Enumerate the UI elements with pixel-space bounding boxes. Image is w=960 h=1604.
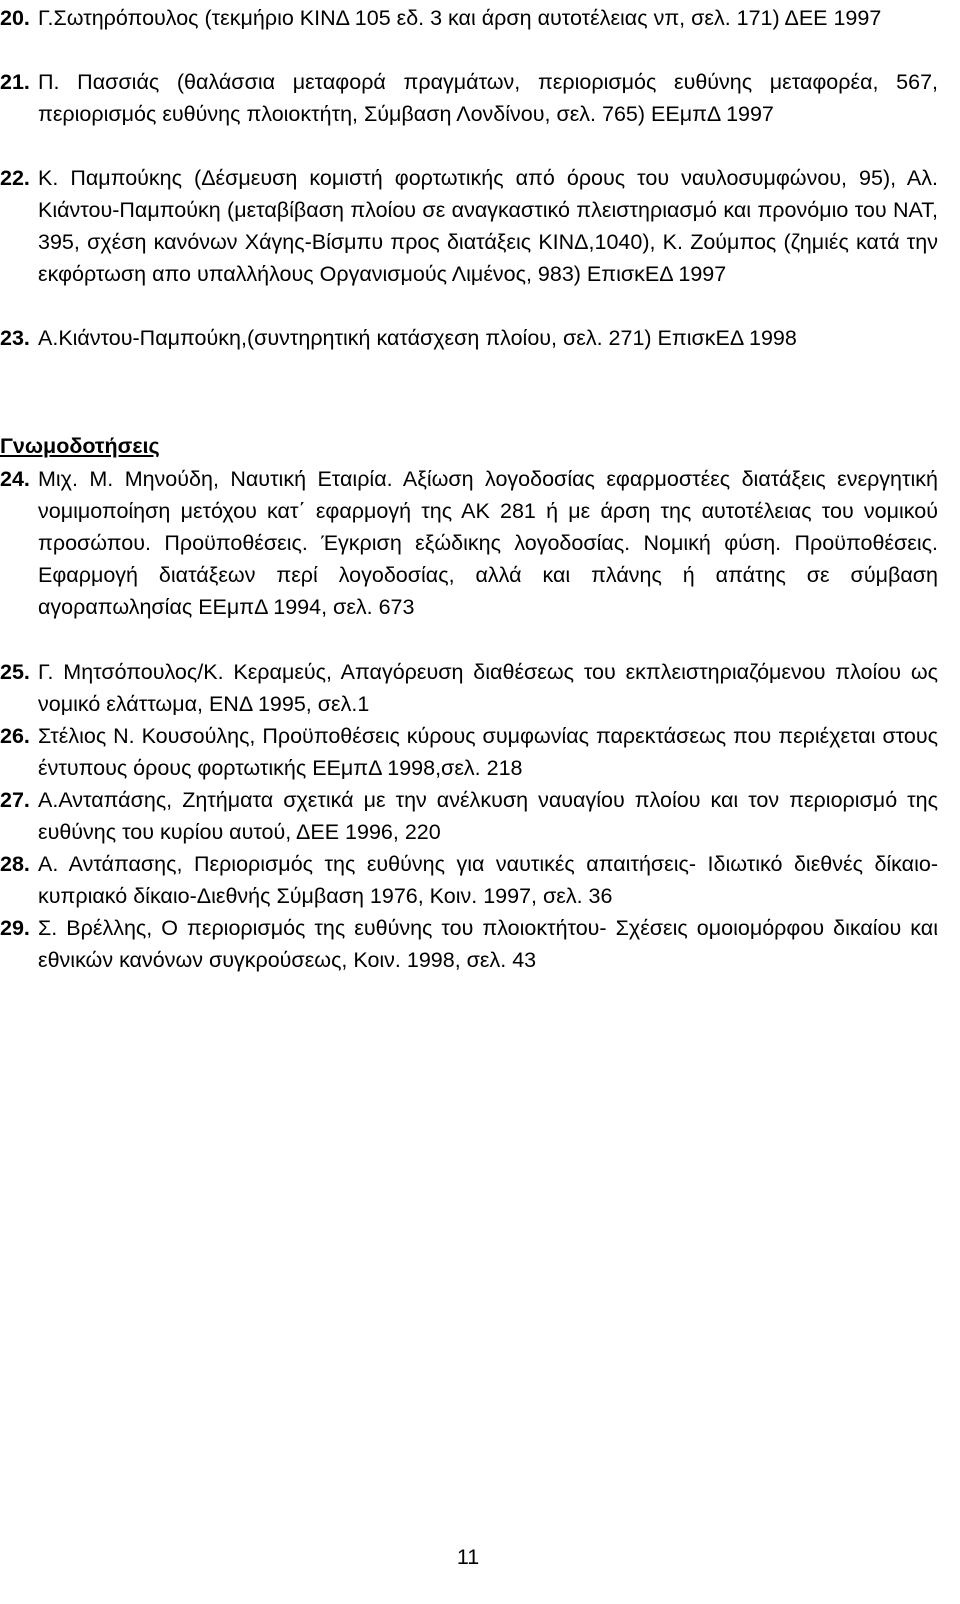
reference-text: Γ. Μητσόπουλος/Κ. Κεραμεύς, Απαγόρευση διαθέσεως του εκπλειστηριαζόμενου πλοίου ως νομικό ελάττωμα, ΕΝΔ 1995, σελ.1 (38, 660, 938, 716)
reference-text: Α.Ανταπάσης, Ζητήματα σχετικά με την ανέλκυση ναυαγίου πλοίου και τον περιορισμό της ευθύνης του κυρίου αυτού, ΔΕΕ 1996, 220 (38, 788, 938, 844)
reference-text: Σ. Βρέλλης, Ο περιορισμός της ευθύνης του πλοιοκτήτου- Σχέσεις ομοιομόρφου δικαίου και εθνικών κανόνων συγκρούσεως, Κοιν. 1998, σελ. 43 (38, 916, 938, 972)
reference-number: 22. (0, 166, 30, 190)
reference-entry-27 (0, 784, 938, 848)
reference-number: 24. (0, 467, 30, 491)
reference-number: 23. (0, 326, 30, 350)
reference-text: Π. Πασσιάς (θαλάσσια μεταφορά πραγμάτων, περιορισμός ευθύνης μεταφορέα, 567, περιορισμός ευθύνης πλοιοκτήτη, Σύμβαση Λονδίνου, σελ. 765) ΕΕμπΔ 1997 (38, 70, 938, 126)
reference-entry-26 (0, 720, 938, 784)
reference-text: Μιχ. Μ. Μηνούδη, Ναυτική Εταιρία. Αξίωση λογοδοσίας εφαρμοστέες διατάξεις ενεργητική νομιμοποίηση μετόχου κατ΄ εφαρμογή της ΑΚ 281 ή με άρση της αυτοτέλειας του νομικού προσώπου. Προϋποθέσεις. Έγκριση εξώδικης λογοδοσίας. Νομική φύση. Προϋποθέσεις. Εφαρμογή διατάξεων περί λογοδοσίας, αλλά και πλάνης ή απάτης σε σύμβαση αγοραπωλησίας ΕΕμπΔ 1994, σελ. 673 (38, 467, 938, 619)
reference-number: 25. (0, 660, 30, 684)
reference-entry-25 (0, 656, 938, 720)
reference-text: Γ.Σωτηρόπουλος (τεκμήριο ΚΙΝΔ 105 εδ. 3 και άρση αυτοτέλειας νπ, σελ. 171) ΔΕΕ 1997 (38, 6, 882, 30)
reference-text: Στέλιος Ν. Κουσούλης, Προϋποθέσεις κύρους συμφωνίας παρεκτάσεως που περιέχεται στους έντυπους όρους φορτωτικής ΕΕμπΔ 1998,σελ. 218 (38, 724, 938, 780)
reference-entry-23 (0, 322, 938, 354)
page-number: 11 (456, 1545, 480, 1569)
reference-number: 20. (0, 6, 30, 30)
reference-entry-21 (0, 66, 938, 130)
reference-entry-20 (0, 2, 938, 34)
section-heading: Γνωμοδοτήσεις (0, 434, 160, 458)
reference-entry-29 (0, 912, 938, 976)
reference-text: Κ. Παμπούκης (Δέσμευση κομιστή φορτωτικής από όρους του ναυλοσυμφώνου, 95), Αλ. Κιάντου-Παμπούκη (μεταβίβαση πλοίου σε αναγκαστικό πλειστηριασμό και προνόμιο του ΝΑΤ, 395, σχέση κανόνων Χάγης-Βίσμπυ προς διατάξεις ΚΙΝΔ,1040), Κ. Ζούμπος (ζημιές κατά την εκφόρτωση απο υπαλλήλους Οργανισμούς Λιμένος, 983) ΕπισκΕΔ 1997 (38, 166, 938, 286)
reference-number: 28. (0, 852, 30, 876)
reference-entry-28 (0, 848, 938, 912)
reference-number: 29. (0, 916, 30, 940)
reference-number: 26. (0, 724, 30, 748)
reference-entry-22 (0, 162, 938, 290)
reference-text: Α.Κιάντου-Παμπούκη,(συντηρητική κατάσχεση πλοίου, σελ. 271) ΕπισκΕΔ 1998 (38, 326, 797, 350)
reference-number: 27. (0, 788, 30, 812)
reference-text: Α. Αντάπασης, Περιορισμός της ευθύνης για ναυτικές απαιτήσεις- Ιδιωτικό διεθνές δίκαιο-κυπριακό δίκαιο-Διεθνής Σύμβαση 1976, Κοιν. 1997, σελ. 36 (38, 852, 938, 908)
reference-entry-24 (0, 463, 938, 623)
reference-number: 21. (0, 70, 30, 94)
